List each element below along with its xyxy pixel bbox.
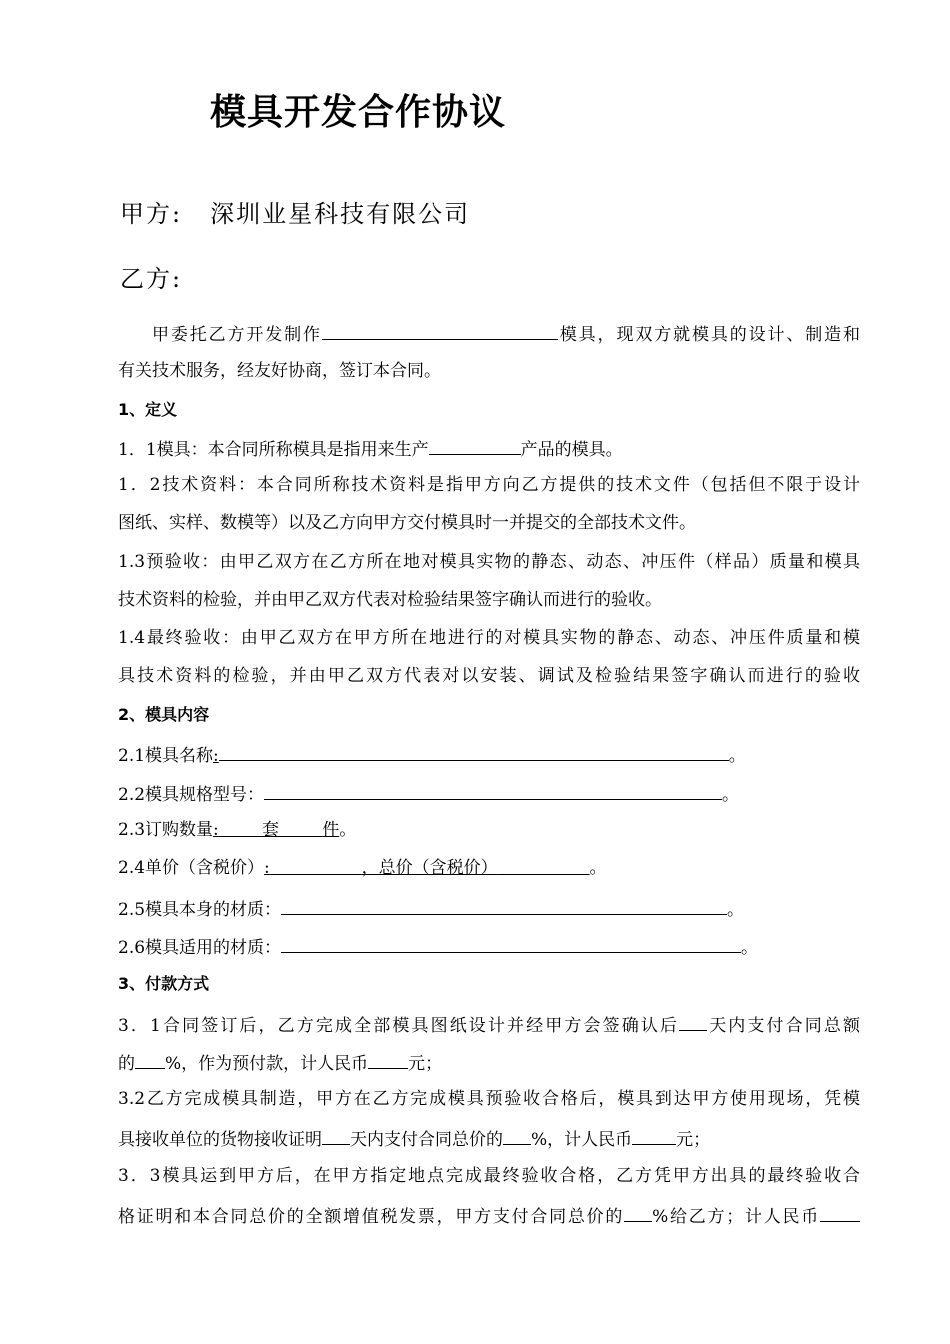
clause-2-3 [118,819,860,841]
clause-1-4-line-1: 1.4最终验收：由甲乙双方在甲方所在地进行的对模具实物的静态、动态、冲压件质量和模 [118,628,860,648]
clause-text: 2.2模具规格型号： [118,785,265,805]
party-a-line [120,194,470,229]
party-a-value: 深圳业星科技有限公司 [210,200,471,228]
clause-text: 元； [676,1130,711,1150]
clause-text: 天内支付合同总价的 [350,1130,503,1150]
quantity-blank [213,820,339,840]
clause-1-2-line-1: 1．2技术资料：本合同所称技术资料是指甲方向乙方提供的技术文件（包括但不限于设计 [118,475,860,495]
period: 。 [722,785,740,805]
days-blank [322,1126,350,1145]
clause-text: 2.1模具名称 [118,746,214,766]
clause-1-4-line-2: 具技术资料的检验，并由甲乙双方代表对以安装、调试及检验结果签字确认而进行的验收 [118,666,860,686]
party-b-label: 乙方: [120,265,183,293]
clause-text: 1．1模具：本合同所称模具是指用来生产 [118,440,429,460]
days-blank [679,1012,707,1031]
amount-blank [820,1203,860,1222]
clause-text: 元； [408,1054,443,1074]
percent-blank [135,1050,165,1069]
clause-text: 2.5模具本身的材质： [118,900,282,920]
clause-1-3-line-2: 技术资料的检验，并由甲乙双方代表对检验结果签字确认而进行的验收。 [118,590,662,610]
clause-3-1-line-2 [118,1050,860,1075]
clause-text: 2.4单价（含税价） [118,858,265,878]
applicable-material-blank [281,934,741,953]
clause-text: 2.3订购数量 [118,820,214,840]
clause-3-2-line-1: 3.2乙方完成模具制造，甲方在乙方完成模具预验收合格后，模具到达甲方使用现场，凭模 [118,1089,860,1109]
clause-text: 2.6模具适用的材质： [118,938,282,958]
clause-1-3-line-1: 1.3预验收：由甲乙双方在乙方所在地对模具实物的静态、动态、冲压件（样品）质量和模具 [118,552,860,572]
mold-spec-blank [264,781,722,800]
clause-text: 天内支付合同总额 [707,1016,860,1036]
price-blank [264,858,589,878]
period: 。 [727,900,745,920]
intro-line-2: 有关技术服务，经友好协商，签订本合同。 [118,361,441,381]
clause-3-2-line-2 [118,1126,860,1151]
clause-text: 具接收单位的货物接收证明 [118,1130,322,1150]
period: 。 [741,938,759,958]
intro-line-1 [118,321,860,346]
period: 。 [728,746,746,766]
clause-text: : [213,820,219,840]
clause-text: : [213,746,219,766]
clause-2-4 [118,857,860,879]
percent-blank [624,1203,652,1222]
clause-2-1 [118,742,860,767]
clause-text: 3．1合同签订后，乙方完成全部模具图纸设计并经甲方会签确认后 [118,1016,680,1036]
unit-text: 件 [322,820,340,840]
clause-2-2 [118,781,860,806]
clause-3-1-line-1 [118,1012,860,1037]
unit-text: 套 [262,820,280,840]
clause-1-2-line-2: 图纸、实样、数模等）以及乙方向甲方交付模具时一并提交的全部技术文件。 [118,513,696,533]
party-b-line [120,259,182,294]
intro-text: 甲委托乙方开发制作 [152,325,322,345]
clause-text: : [264,858,270,878]
mold-material-blank [281,896,727,915]
section-2-heading: 2、模具内容 [118,705,210,724]
document-title: 模具开发合作协议 [210,92,507,133]
mold-name-blank [219,742,729,761]
party-a-label: 甲方: [120,200,183,228]
clause-text: %给乙方；计人民币 [652,1207,821,1227]
clause-text: ，总价（含税价） [361,858,498,878]
clause-text: 格证明和本合同总价的全额增值税发票，甲方支付合同总价的 [118,1207,625,1227]
product-name-blank [322,321,558,340]
clause-3-3-line-1: 3．3模具运到甲方后，在甲方指定地点完成最终验收合格，乙方凭甲方出具的最终验收合 [118,1166,860,1186]
clause-text: 产品的模具。 [520,440,623,460]
percent-blank [503,1126,531,1145]
clause-text: %，计人民币 [531,1130,633,1150]
clause-2-6 [118,934,860,959]
clause-text: %，作为预付款，计人民币 [165,1054,369,1074]
amount-blank [368,1050,408,1069]
amount-blank [632,1126,676,1145]
clause-1-1 [118,436,860,461]
product-blank [429,436,521,455]
period: 。 [589,858,607,878]
intro-text: 模具，现双方就模具的设计、制造和 [557,325,861,345]
period: 。 [339,820,357,840]
clause-text: 的 [118,1054,135,1074]
section-1-heading: 1、定义 [118,400,178,419]
section-3-heading: 3、付款方式 [118,974,210,993]
clause-3-3-line-2 [118,1203,860,1228]
clause-2-5 [118,896,860,921]
